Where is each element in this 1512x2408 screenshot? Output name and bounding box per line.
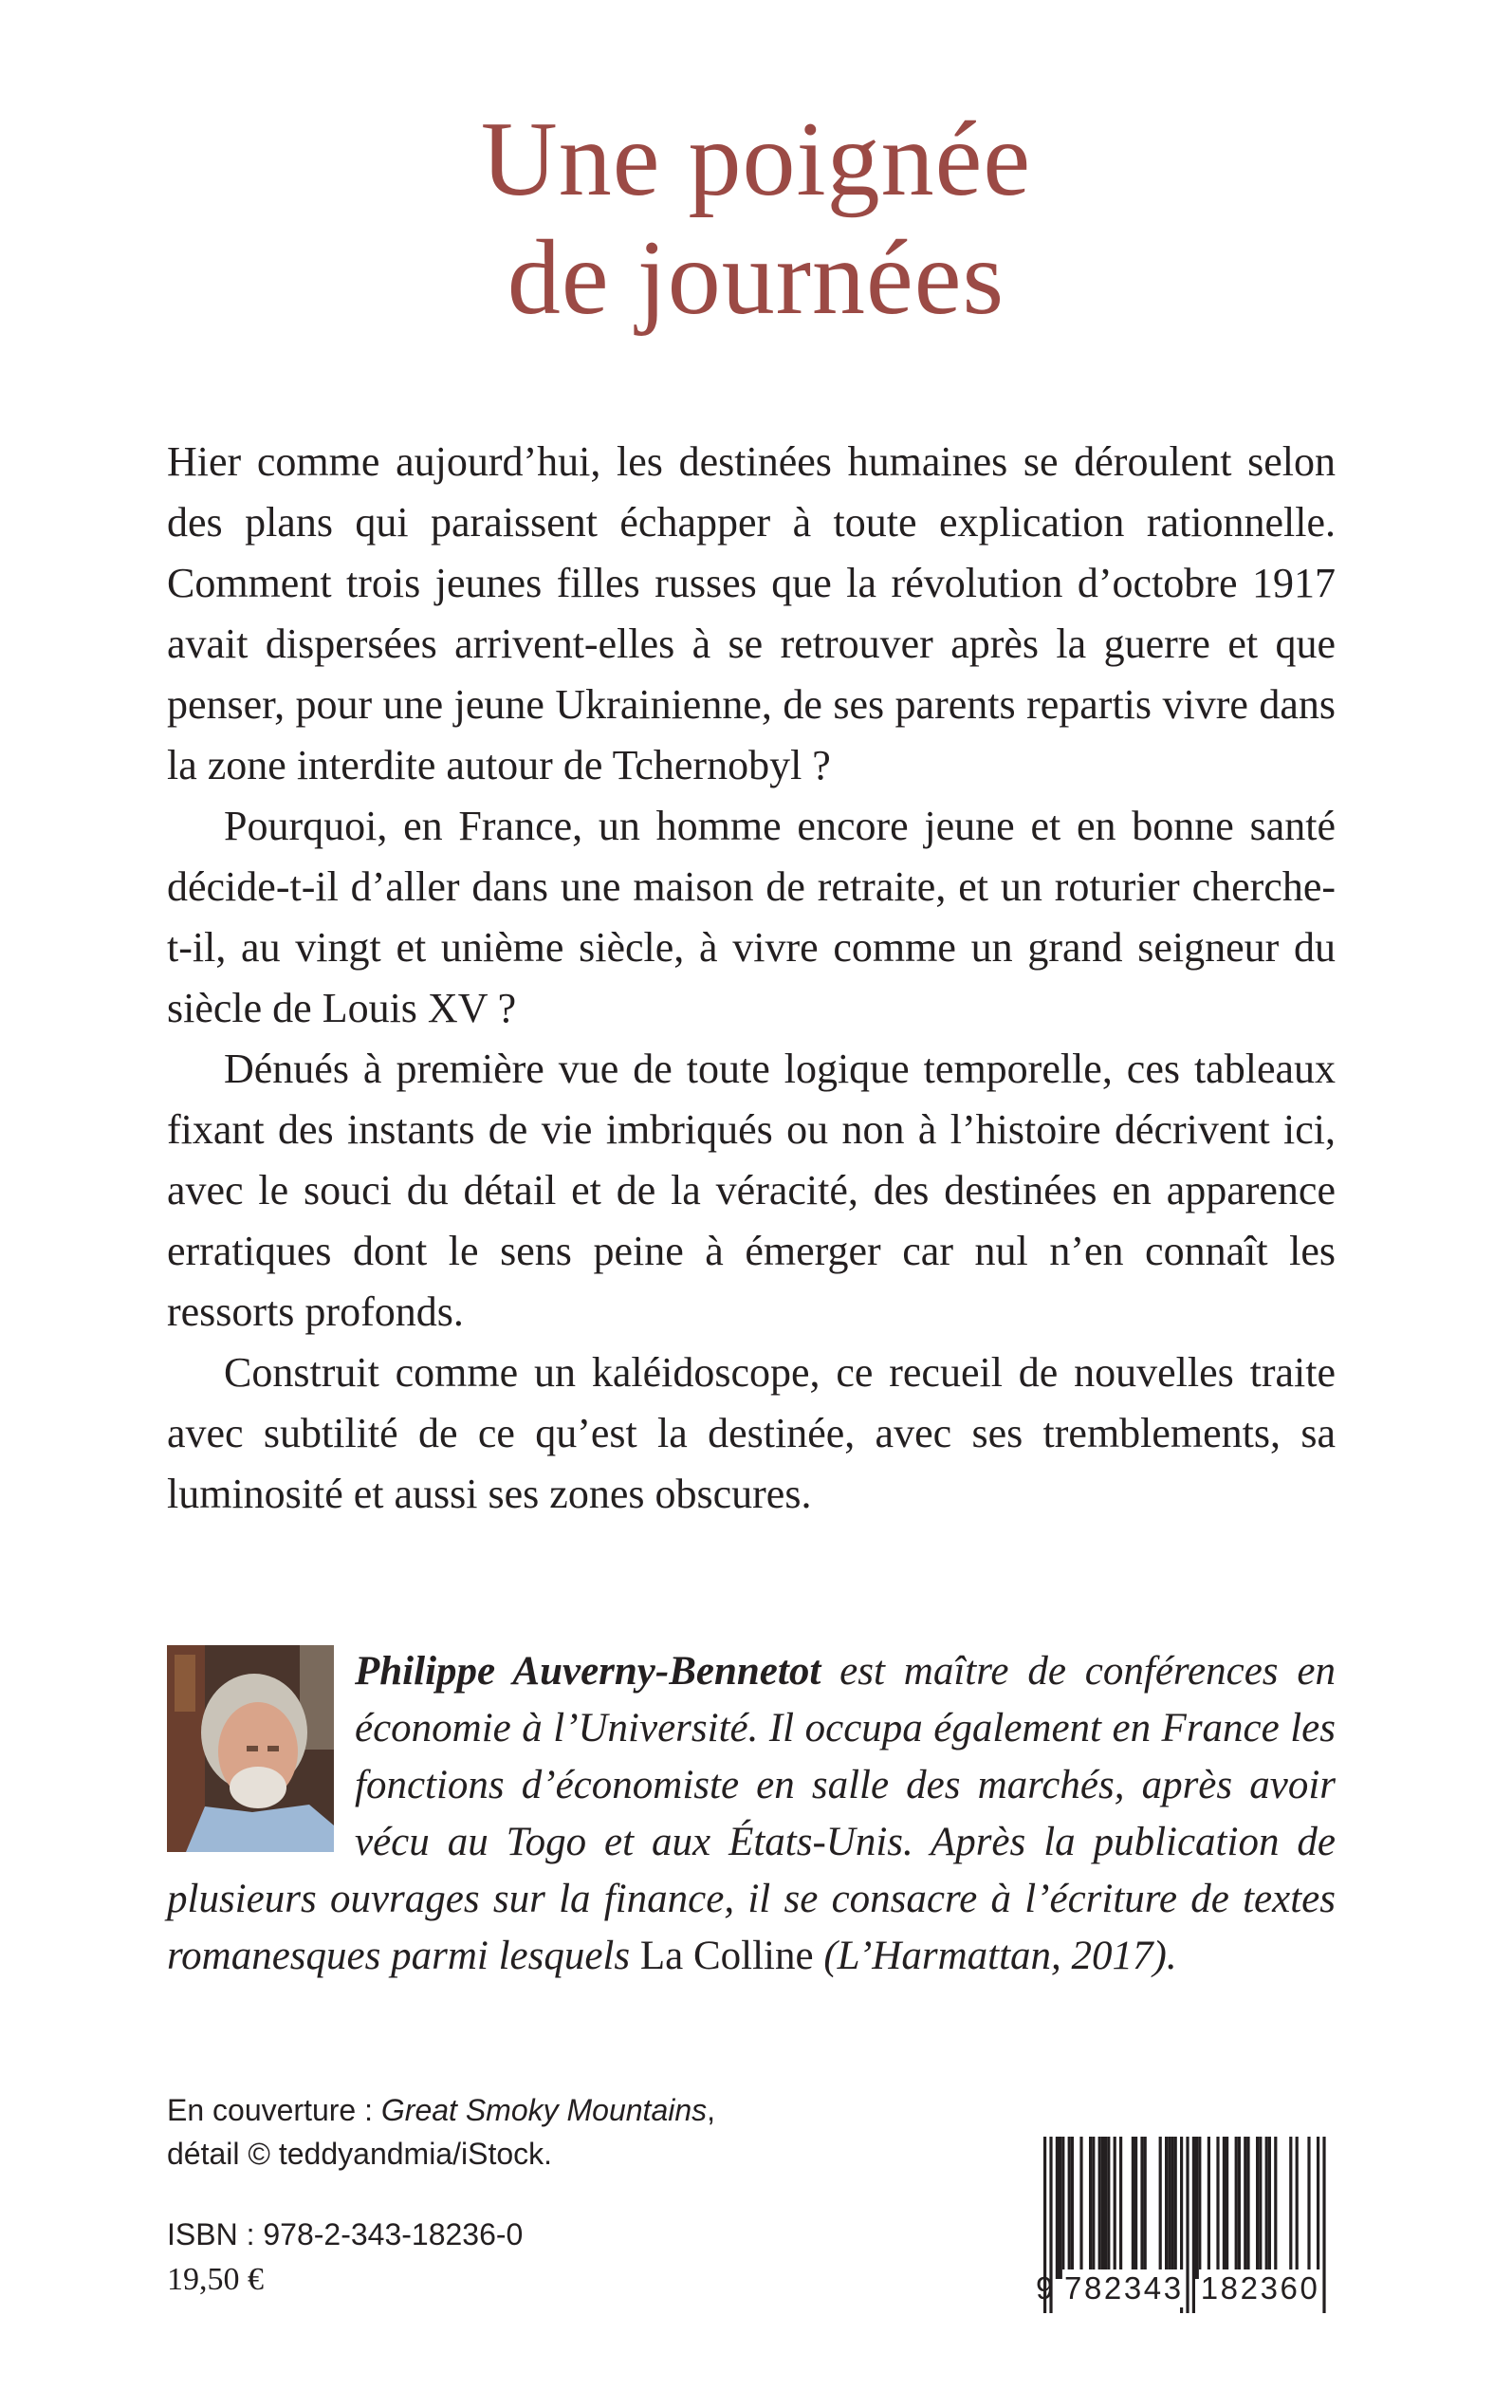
cover-image-credit [167,2088,715,2176]
author-bio-text: est maître de conférences en économie à l’Université. Il occupa également en France les fonctions d’économiste en salle des marchés, après avoir vécu au Togo et aux États-Unis. Après la publication de plusieurs ouvrages sur la finance, il se consacre à l’écriture de textes romanesques parmi lesquels [167,1649,1336,1978]
barcode-bar [1296,2137,1299,2279]
author-portrait-image [167,1645,334,1852]
credit-image-title: Great Smoky Mountains [380,2093,708,2127]
barcode-bar [1307,2137,1310,2279]
credit-suffix: , [707,2093,716,2127]
barcode-bar [1140,2137,1143,2279]
blurb-paragraph: Pourquoi, en France, un homme encore jeune et en bonne santé décide-t-il d’aller dans une maison de retraite, et un roturier cherche-t-il, au vingt et unième siècle, à vivre comme un grand seigneur du siècle de Louis XV ? [167,803,1336,1031]
barcode-bar [1107,2137,1110,2279]
credit-line-2: détail © teddyandmia/iStock. [167,2137,553,2171]
barcode-bar [1092,2137,1095,2279]
barcode-bar [1208,2137,1210,2279]
barcode-bar [1168,2137,1171,2279]
credit-prefix: En couverture : [167,2093,381,2127]
isbn: ISBN : 978-2-343-18236-0 [167,2217,524,2251]
blurb-paragraph: Hier comme aujourd’hui, les destinées humaines se déroulent selon des plans qui paraissent échapper à toute explication rationnelle. Comment trois jeunes filles russes que la révolution d’octobre 1917 avait dispersées arrivent-elles à se retrouver après la guerre et que penser, pour une jeune Ukrainienne, de ses parents repartis vivre dans la zone interdite autour de Tchernobyl ? [167,438,1336,788]
barcode-bar [1061,2137,1064,2279]
barcode-number [1036,2269,1339,2307]
book-title [0,101,1512,338]
author-book-title: La Colline [639,1934,814,1978]
barcode-bar [1101,2137,1104,2279]
author-bio [167,1643,1336,1985]
barcode-bar [1134,2137,1137,2279]
barcode-bar [1144,2137,1147,2279]
blurb-paragraph: Dénués à première vue de toute logique temporelle, ces tableaux fixant des instants de vie imbriqués ou non à l’histoire décrivent ici, avec le souci du détail et de la véracité, des destinées en apparence erratiques dont le sens peine à émerger car nul n’en connaît les ressorts profonds. [167,1046,1336,1335]
barcode-bar [1068,2137,1071,2279]
barcode-bar [1268,2137,1271,2279]
barcode-bar [1244,2137,1246,2279]
book-title-line-2: de journées [507,219,1005,337]
barcode-bar [1238,2137,1241,2279]
barcode-bar [1256,2137,1259,2279]
barcode-bar [1159,2137,1162,2279]
barcode-bar [1195,2137,1198,2279]
barcode-bar [1104,2137,1107,2279]
barcode-bar [1098,2137,1101,2279]
barcode-bar [1198,2137,1201,2279]
barcode-bar [1246,2137,1249,2279]
barcode-bar [1174,2137,1177,2279]
barcode-bar [1317,2137,1319,2279]
price: 19,50 € [167,2262,264,2297]
barcode-bar [1223,2137,1226,2279]
barcode-bar [1171,2137,1173,2279]
barcode-bar [1259,2137,1262,2279]
barcode-bar [1274,2137,1277,2279]
barcode-bar [1089,2137,1092,2279]
barcode-group-2: 182360 [1200,2270,1320,2306]
barcode-bar [1119,2137,1122,2279]
blurb-paragraph: Construit comme un kaléidoscope, ce recueil de nouvelles traite avec subtilité de ce qu’est la destinée, avec ses tremblements, sa luminosité et aussi ses zones obscures. [167,1349,1336,1517]
barcode-bar [1216,2137,1219,2279]
barcode-group-1: 782343 [1064,2270,1184,2306]
barcode-bar [1114,2137,1116,2279]
barcode-lead-digit: 9 [1036,2270,1054,2306]
back-cover-blurb [167,432,1336,1525]
book-title-line-1: Une poignée [480,101,1032,218]
barcode-bar [1226,2137,1228,2279]
barcode-bar [1235,2137,1238,2279]
barcode-bar [1056,2137,1059,2279]
author-name: Philippe Auverny-Bennetot [355,1649,821,1694]
author-photo [167,1645,334,1852]
barcode-bar [1059,2137,1061,2279]
barcode-bar [1132,2137,1134,2279]
author-bio-publisher: (L’Harmattan, 2017). [813,1934,1177,1978]
barcode-bar [1165,2137,1168,2279]
barcode-bar [1265,2137,1268,2279]
barcode-bar [1071,2137,1074,2279]
barcode-bar [1289,2137,1292,2279]
barcode-bar [1079,2137,1082,2279]
